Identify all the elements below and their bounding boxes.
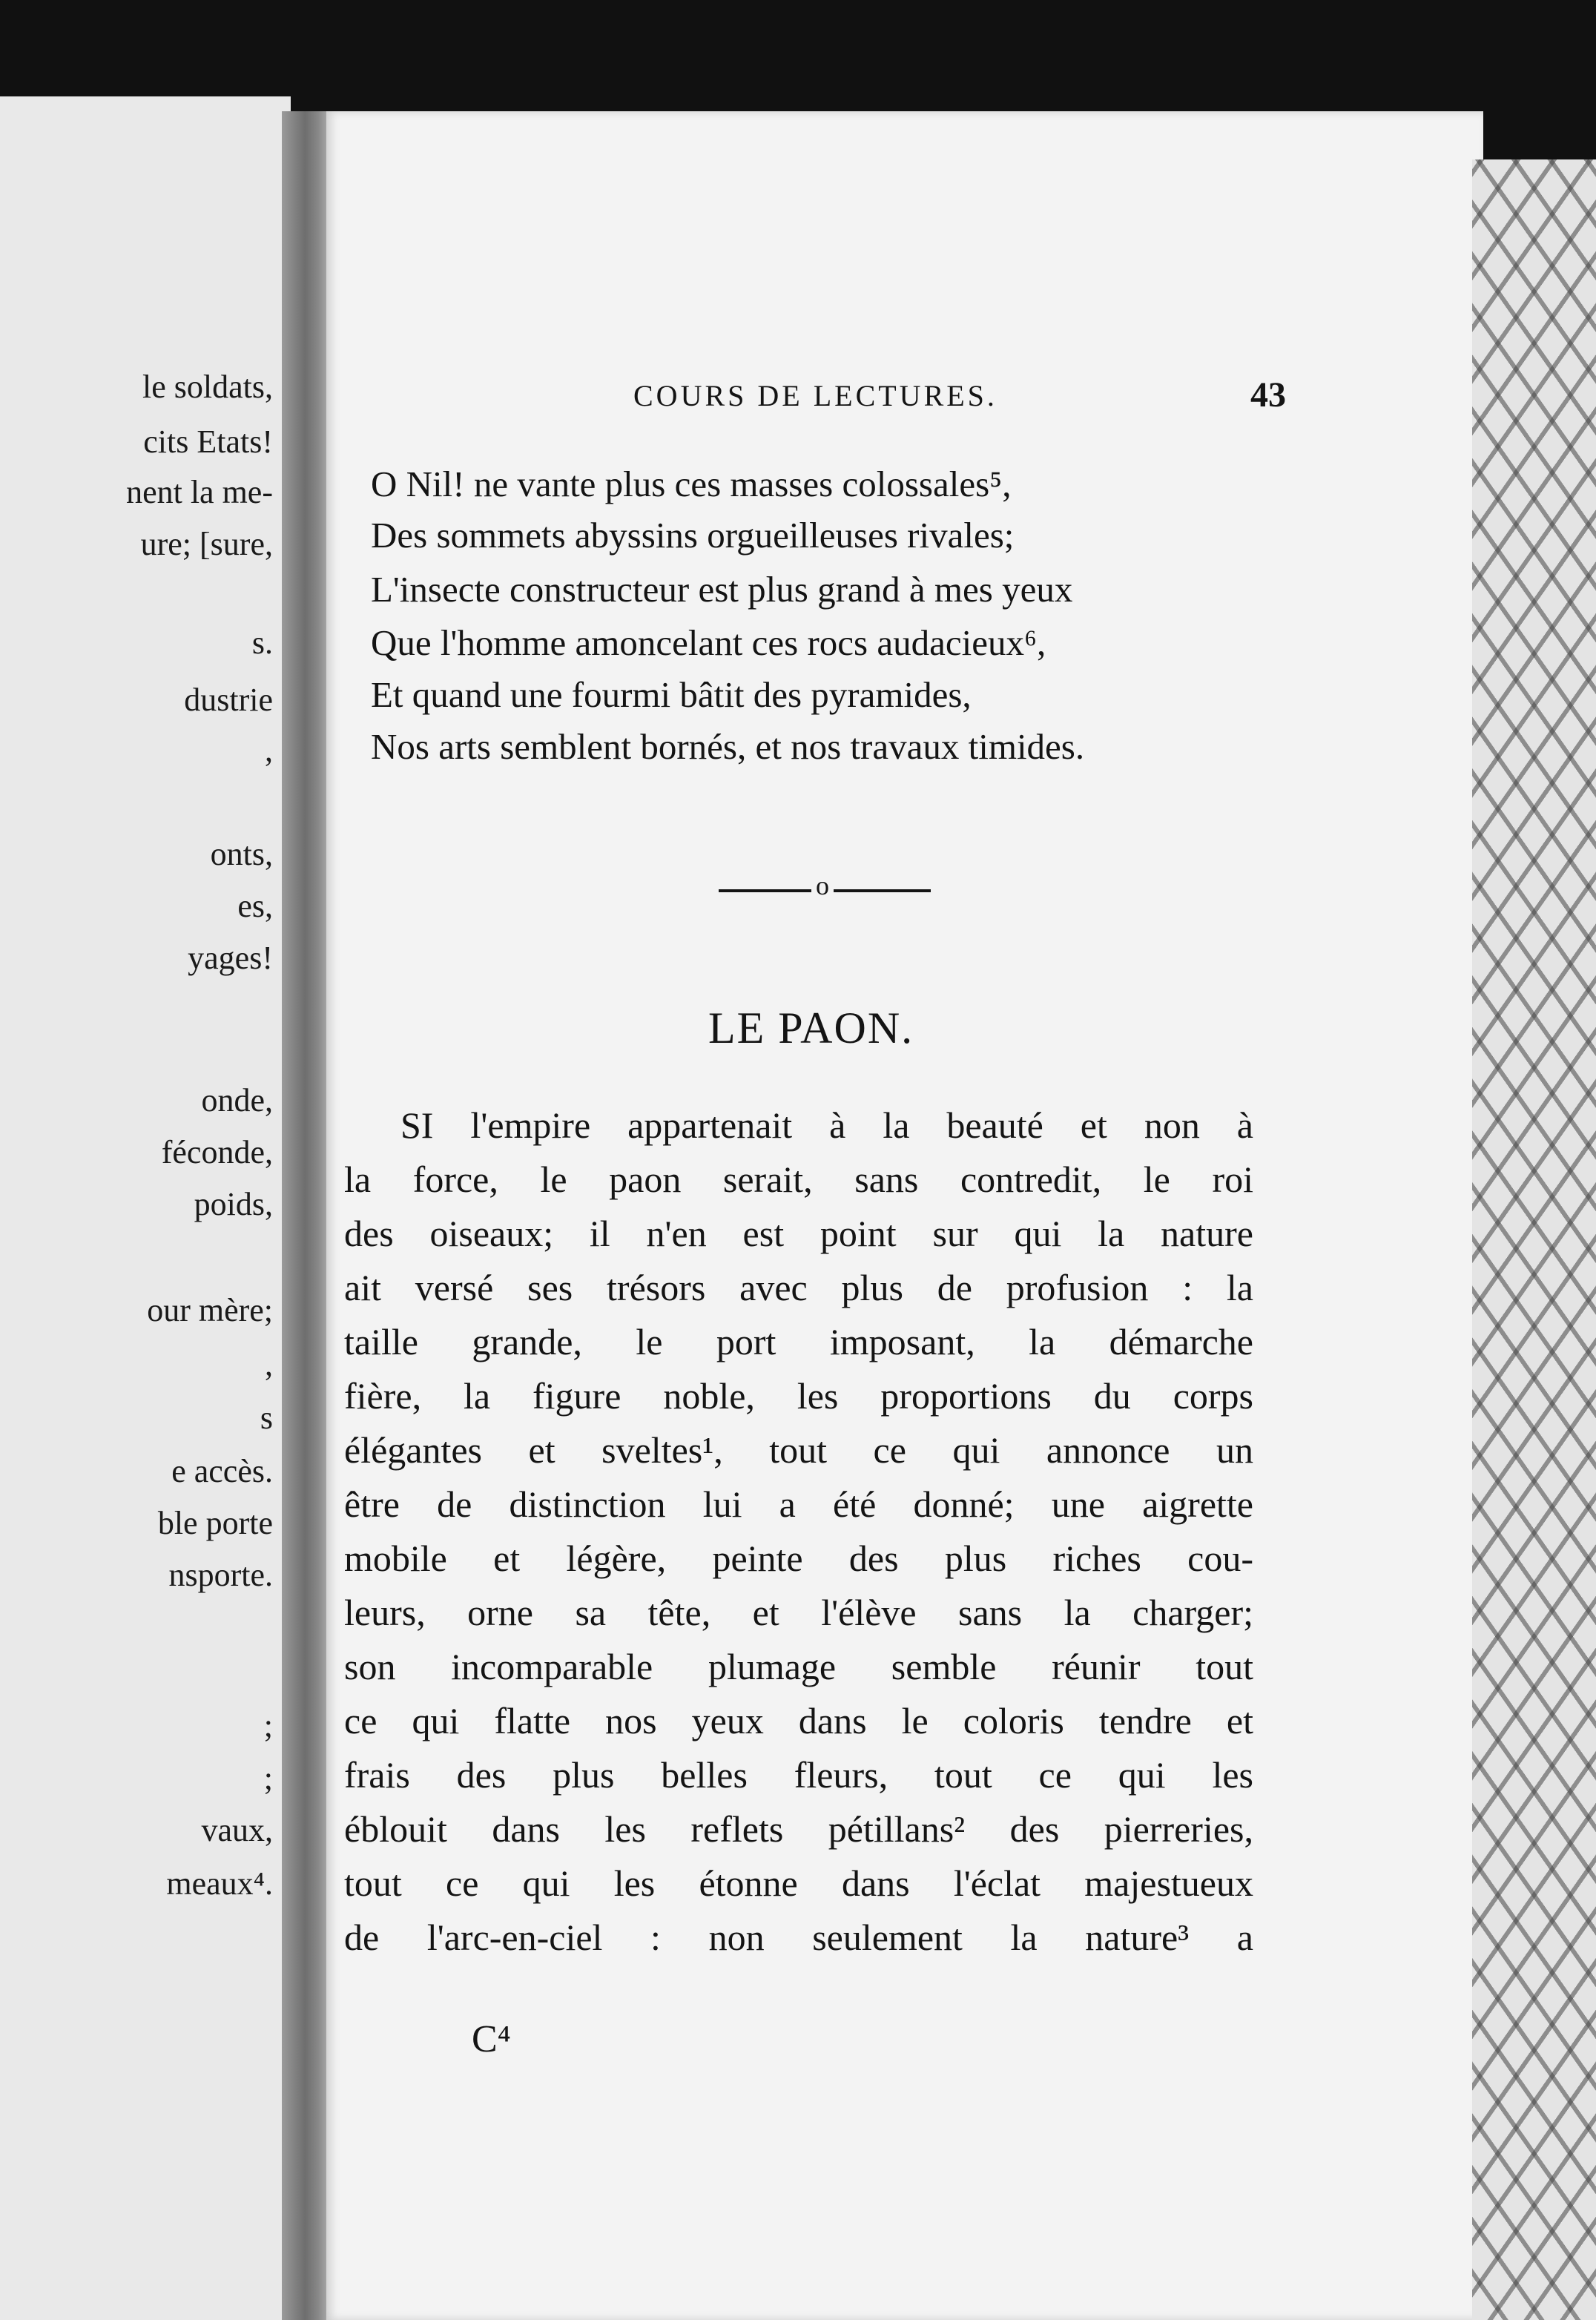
- left-page-line: nsporte.: [168, 1557, 273, 1593]
- prose-line: de l'arc-en-ciel : non seulement la nature³ a: [344, 1917, 1253, 1958]
- left-page-line: féconde,: [161, 1134, 273, 1170]
- left-page-line: vaux,: [201, 1812, 273, 1848]
- page-number: 43: [1250, 375, 1286, 415]
- left-page-line: onts,: [210, 836, 273, 872]
- prose-line: ce qui flatte nos yeux dans le coloris tendre et: [344, 1700, 1253, 1741]
- left-page-line: meaux⁴.: [166, 1865, 273, 1902]
- verse-line: Que l'homme amoncelant ces rocs audacieux⁶,: [371, 622, 1046, 663]
- left-page-line: ,: [265, 1346, 273, 1383]
- left-page-line: ,: [265, 732, 273, 768]
- left-page-line: le soldats,: [142, 369, 273, 405]
- left-page-line: ;: [263, 1760, 273, 1796]
- prose-line: fière, la figure noble, les proportions du corps: [344, 1375, 1253, 1417]
- left-page-line: ure; [sure,: [140, 526, 273, 562]
- left-page-line: s.: [251, 625, 273, 661]
- verse-line: Et quand une fourmi bâtit des pyramides,: [371, 674, 972, 715]
- verse-line: O Nil! ne vante plus ces masses colossales⁵,: [371, 464, 1012, 504]
- left-page-line: e accès.: [171, 1453, 273, 1489]
- prose-line: frais des plus belles fleurs, tout ce qui les: [344, 1754, 1253, 1796]
- prose-line: taille grande, le port imposant, la démarche: [344, 1321, 1253, 1362]
- section-title: LE PAON.: [708, 1004, 914, 1052]
- left-page-line: s: [260, 1400, 273, 1436]
- prose-line: SI l'empire appartenait à la beauté et non à: [400, 1104, 1253, 1146]
- prose-line: élégantes et sveltes¹, tout ce qui annonce un: [344, 1429, 1253, 1471]
- left-page-line: poids,: [194, 1186, 273, 1222]
- prose-line: mobile et légère, peinte des plus riches cou-: [344, 1538, 1253, 1579]
- left-page: [0, 96, 291, 2320]
- prose-line: la force, le paon serait, sans contredit, le roi: [344, 1159, 1253, 1200]
- left-page-line: ;: [263, 1707, 273, 1744]
- left-page-line: onde,: [201, 1082, 273, 1118]
- prose-line: éblouit dans les reflets pétillans² des pierreries,: [344, 1808, 1253, 1850]
- left-page-line: yages!: [188, 940, 273, 976]
- prose-line: tout ce qui les étonne dans l'éclat majestueux: [344, 1862, 1253, 1904]
- page-edge-texture: [1472, 159, 1596, 2320]
- verse-line: L'insecte constructeur est plus grand à mes yeux: [371, 569, 1073, 610]
- prose-line: son incomparable plumage semble réunir tout: [344, 1646, 1253, 1687]
- left-page-line: cits Etats!: [143, 424, 273, 460]
- left-page-line: our mère;: [147, 1292, 273, 1328]
- prose-line: leurs, orne sa tête, et l'élève sans la charger;: [344, 1592, 1253, 1633]
- left-page-line: es,: [237, 888, 273, 924]
- running-header: COURS DE LECTURES.: [633, 379, 998, 412]
- left-page-line: ble porte: [157, 1505, 273, 1541]
- signature-mark: C⁴: [472, 2018, 511, 2060]
- verse-line: Nos arts semblent bornés, et nos travaux timides.: [371, 726, 1085, 767]
- prose-line: être de distinction lui a été donné; une aigrette: [344, 1483, 1253, 1525]
- verse-line: Des sommets abyssins orgueilleuses rivales;: [371, 515, 1015, 556]
- prose-line: des oiseaux; il n'en est point sur qui la nature: [344, 1213, 1253, 1254]
- separator-ornament: o: [811, 872, 834, 899]
- left-page-line: nent la me-: [126, 474, 273, 510]
- left-page-line: dustrie: [184, 682, 273, 718]
- prose-line: ait versé ses trésors avec plus de profusion : la: [344, 1267, 1253, 1308]
